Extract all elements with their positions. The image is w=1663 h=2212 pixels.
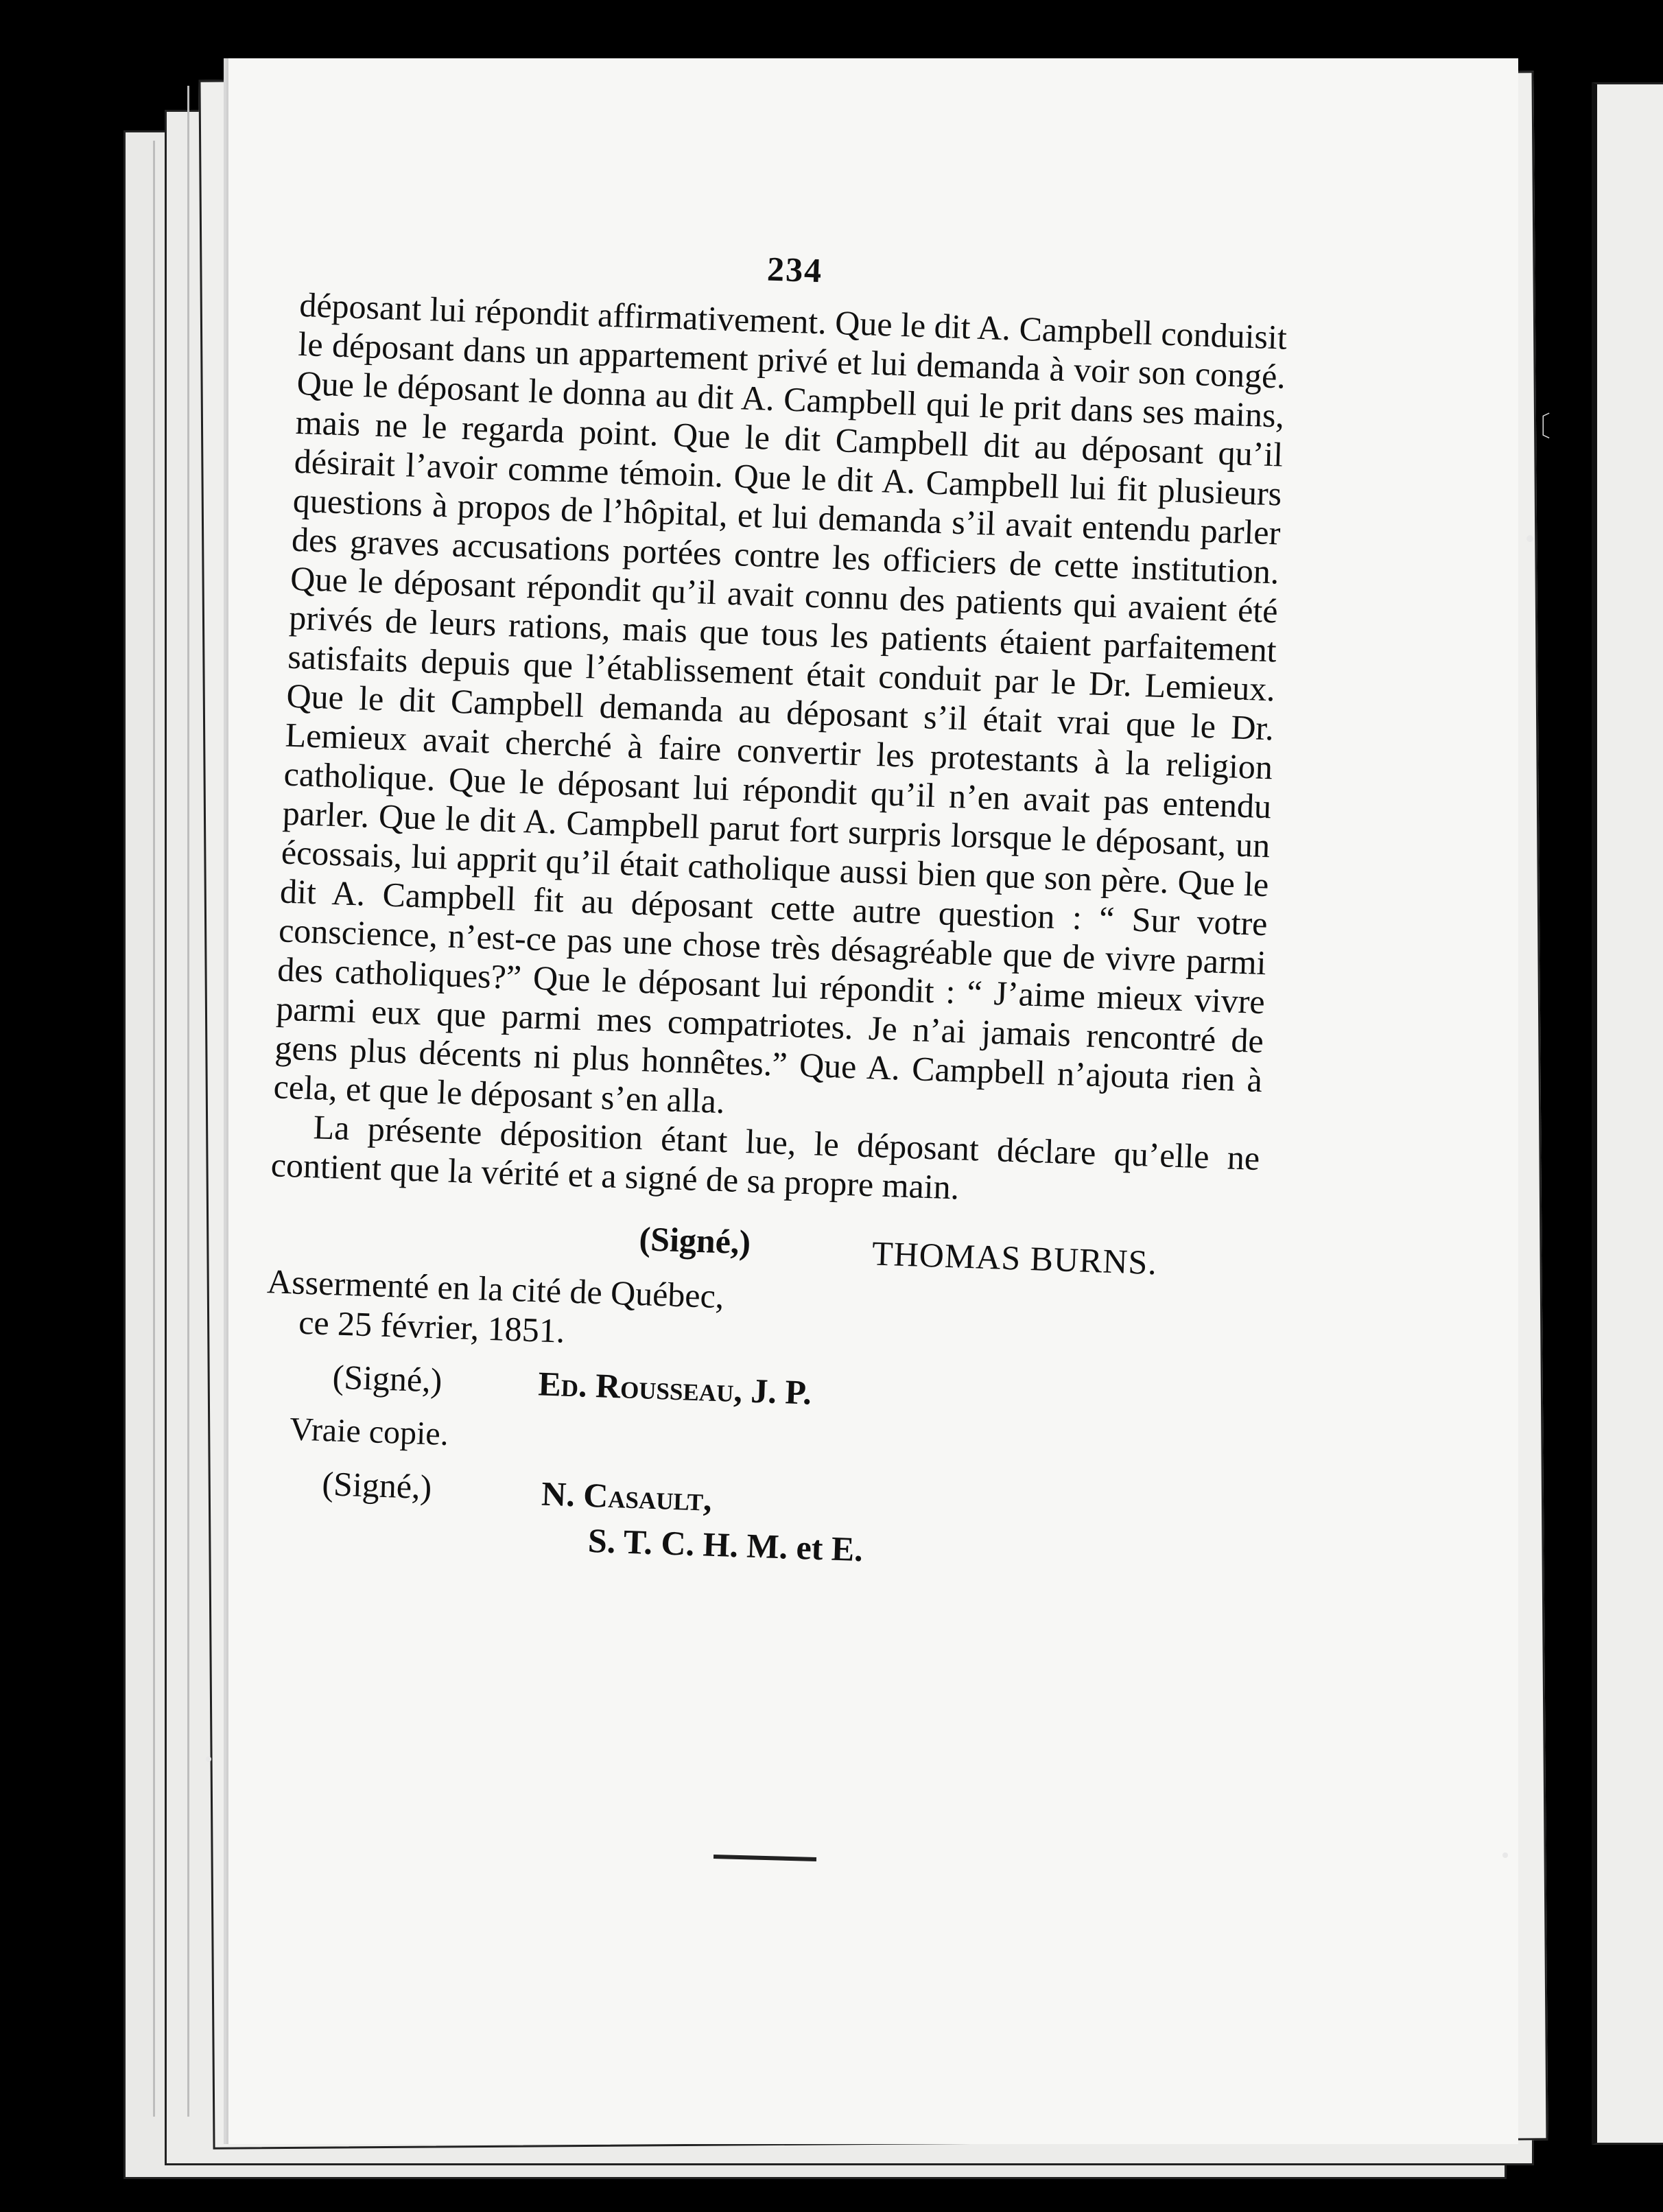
clerk-title: S. T. C. H. M. et E. bbox=[587, 1520, 864, 1569]
page-edge-line bbox=[153, 141, 155, 2117]
page-edge-line bbox=[187, 86, 189, 2117]
binding-mark: 〔 bbox=[1523, 411, 1550, 443]
signe-label: (Signé,) bbox=[638, 1219, 752, 1262]
page-number: 234 bbox=[766, 249, 824, 290]
paper-speck bbox=[206, 1756, 211, 1762]
deponent-name: THOMAS BURNS. bbox=[871, 1234, 1158, 1282]
clerk-name: N. Casault, bbox=[541, 1474, 713, 1518]
justice-name: Ed. Rousseau, J. P. bbox=[537, 1364, 812, 1412]
sworn-line-2: ce 25 février, 1851. bbox=[298, 1302, 566, 1350]
signe-label: (Signé,) bbox=[321, 1463, 433, 1507]
paper-speck bbox=[1526, 535, 1533, 542]
closing-paragraph: La présente déposition étant lue, le déposant déclare qu’elle ne contient que la vérité et a signé de sa propre main. bbox=[270, 1107, 1261, 1207]
page-text-block bbox=[258, 233, 1289, 1582]
true-copy-label: Vraie copie. bbox=[289, 1411, 449, 1453]
deposition-paragraph: déposant lui répondit affirmativement. Que le dit A. Campbell conduisit le déposant dans un appartement privé et lui demanda à voir son congé. Que le déposant le donna au dit A. Campbell qui le prit dans ses mains, mais ne le regarda point. Que le dit Campbell dit au déposant qu’il désirait l’avoir comme témoin. Que le dit A. Campbell lui fit plusieurs questions à propos de l’hôpital, et lui demanda s’il avait entendu parler des graves accusations portées contre les officiers de cette institution. Que le déposant répondit qu’il avait connu des patients qui avaient été privés de leurs rations, mais que tous les patients étaient parfaitement satisfaits depuis que l’établissement était conduit par le Dr. Lemieux. Que le dit Campbell demanda au déposant s’il était vrai que le Dr. Lemieux avait cherché à faire convertir les protestants à la religion catholique. Que le déposant lui répondit qu’il n’en avait pas entendu parler. Que le dit A. Campbell parut fort surpris lorsque le déposant, un écossais, lui apprit qu’il était catholique aussi bien que son père. Que le dit A. Campbell fit au déposant cette autre question : “ Sur votre conscience, n’est-ce pas une chose très désagréable que de vivre parmi des catholiques?” Que le déposant lui répondit : “ J’aime mieux vivre parmi eux que parmi mes compatriotes. Je n’ai jamais rencontré de gens plus décents ni plus honnêtes.” Que A. Campbell n’ajouta rien à cela, et que le déposant s’en alla. bbox=[272, 285, 1288, 1121]
paper-speck bbox=[1502, 1852, 1508, 1858]
adjacent-page-edge bbox=[1592, 82, 1663, 2145]
signe-label: (Signé,) bbox=[331, 1357, 443, 1400]
sworn-line-1: Assermenté en la cité de Québec, bbox=[266, 1262, 725, 1316]
